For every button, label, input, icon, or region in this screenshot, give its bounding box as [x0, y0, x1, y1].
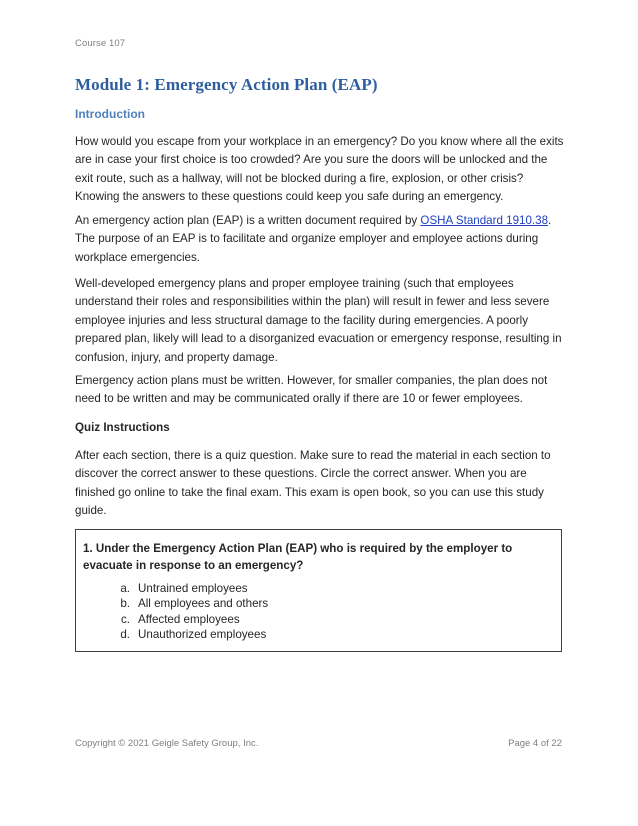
quiz-option-d[interactable]: [116, 627, 268, 642]
intro-paragraph-1: [75, 133, 565, 207]
option-text: Unauthorized employees: [138, 627, 267, 641]
page-header-course: Course 107: [75, 38, 126, 49]
paragraph-text: [75, 212, 565, 267]
footer-page-number: Page 4 of 22: [508, 738, 562, 749]
module-title: Module 1: Emergency Action Plan (EAP): [75, 75, 378, 94]
paragraph-text: How would you escape from your workplace in an emergency? Do you know where all the exits are in case your first choice is too crowded? Are you sure the doors will be unlocked and the exit route, such as a hallway, will not be blocked during a fire, explosion, or other crisis? Knowing the answers to these questions could keep you safe during an emergency.: [75, 135, 564, 204]
intro-paragraph-2: [75, 212, 565, 267]
quiz-option-b[interactable]: [116, 596, 268, 611]
option-text: Affected employees: [138, 612, 240, 626]
introduction-heading: Introduction: [75, 107, 145, 121]
intro-paragraph-3: [75, 275, 565, 367]
osha-standard-link[interactable]: OSHA Standard 1910.38: [420, 214, 549, 227]
quiz-options-list: [116, 581, 268, 642]
paragraph-text-after-link: . The purpose of an EAP is to facilitate and organize employer and employee actions during workplace emergencies.: [75, 214, 552, 264]
footer-copyright: Copyright © 2021 Geigle Safety Group, Inc.: [75, 738, 259, 749]
paragraph-text: Well-developed emergency plans and proper employee training (such that employees understand their roles and responsibilities within the plan) will result in fewer and less severe employee injuries and less structural damage to the facility during emergencies. A poorly prepared plan, likely will lead to a disorganized evacuation or emergency response, resulting in confusion, injury, and property damage.: [75, 277, 562, 364]
option-letter: a.: [120, 582, 130, 595]
intro-paragraph-4: [75, 372, 565, 409]
quiz-option-a[interactable]: [116, 581, 268, 596]
paragraph-text-before-link: An emergency action plan (EAP) is a written document required by: [75, 214, 421, 227]
option-letter: c.: [120, 612, 130, 626]
option-letter: d.: [120, 627, 130, 641]
quiz-question-box: [75, 529, 562, 652]
paragraph-text: Emergency action plans must be written. However, for smaller companies, the plan does not need to be written and may be communicated orally if there are 10 or fewer employees.: [75, 374, 548, 406]
quiz-instructions-paragraph: [75, 447, 565, 521]
option-letter: b.: [120, 597, 130, 611]
paragraph-text: After each section, there is a quiz question. Make sure to read the material in each section to discover the correct answer to these questions. Circle the correct answer. When you are finished go online to take the final exam. This exam is open book, so you can use this study guide.: [75, 449, 551, 518]
option-text: Untrained employees: [138, 582, 248, 595]
quiz-option-c[interactable]: [116, 612, 268, 627]
quiz-question: 1. Under the Emergency Action Plan (EAP) who is required by the employer to evacuate in response to an emergency?: [83, 542, 513, 572]
option-text: All employees and others: [138, 597, 269, 611]
quiz-instructions-heading: Quiz Instructions: [75, 421, 170, 434]
